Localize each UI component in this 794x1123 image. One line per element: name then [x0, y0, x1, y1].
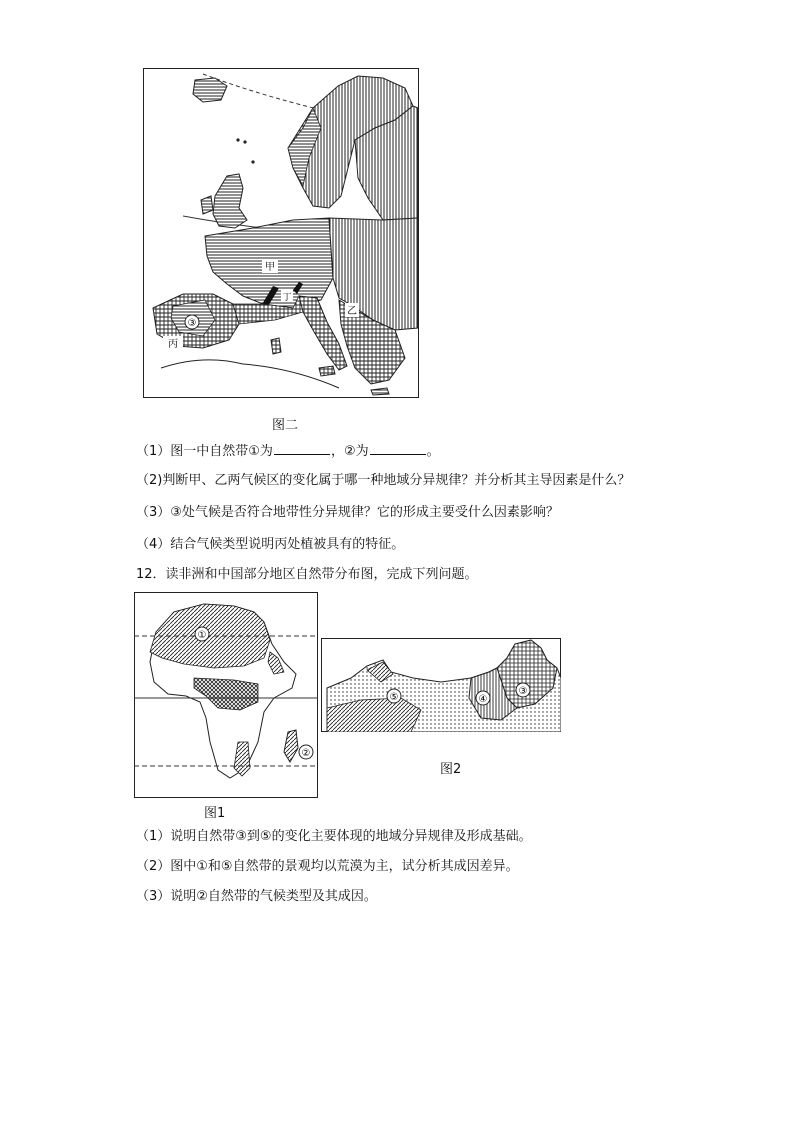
q11-sub4: （4）结合气候类型说明丙处植被具有的特征。 [136, 537, 405, 552]
china-map-svg [321, 638, 561, 732]
q11-sub2: （2)判断甲、乙两气候区的变化属于哪一种地域分异规律？并分析其主导因素是什么？ [136, 473, 631, 488]
label-four: ④ [478, 694, 488, 705]
answer-blank-2[interactable] [370, 442, 426, 455]
label-bing: 丙 [168, 339, 178, 350]
label-one: ① [197, 630, 207, 641]
label-two: ② [301, 748, 311, 759]
q11-sub1-text-a: （1）图一中自然带①为 [136, 444, 273, 459]
q11-sub1-text-c: 。 [426, 444, 440, 459]
europe-map-caption: 图二 [272, 418, 299, 433]
q12-stem: 12．读非洲和中国部分地区自然带分布图，完成下列问题。 [136, 567, 478, 582]
q12-sub1: （1）说明自然带③到⑤的变化主要体现的地域分异规律及形成基础。 [136, 829, 532, 844]
china-map-caption: 图2 [440, 762, 462, 777]
africa-map-caption: 图1 [204, 806, 226, 821]
q11-sub1-text-b: ，②为 [330, 444, 369, 459]
q11-sub3: （3）③处气候是否符合地带性分异规律？它的形成主要受什么因素影响？ [136, 505, 559, 520]
label-jia: 甲 [265, 262, 275, 273]
label-three-china: ③ [518, 686, 528, 697]
answer-blank-1[interactable] [274, 442, 330, 455]
label-ding: 丁 [282, 293, 292, 303]
europe-map-svg [143, 68, 419, 398]
europe-map [143, 68, 419, 398]
label-three-europe: ③ [187, 318, 197, 329]
africa-map [134, 592, 318, 798]
q12-sub2: （2）图中①和⑤自然带的景观均以荒漠为主，试分析其成因差异。 [136, 859, 519, 874]
q12-sub3: （3）说明②自然带的气候类型及其成因。 [136, 889, 377, 904]
q11-sub1 [136, 442, 440, 461]
label-five: ⑤ [389, 692, 399, 703]
china-map [321, 638, 561, 732]
africa-map-svg [134, 592, 318, 798]
label-yi: 乙 [347, 306, 357, 317]
